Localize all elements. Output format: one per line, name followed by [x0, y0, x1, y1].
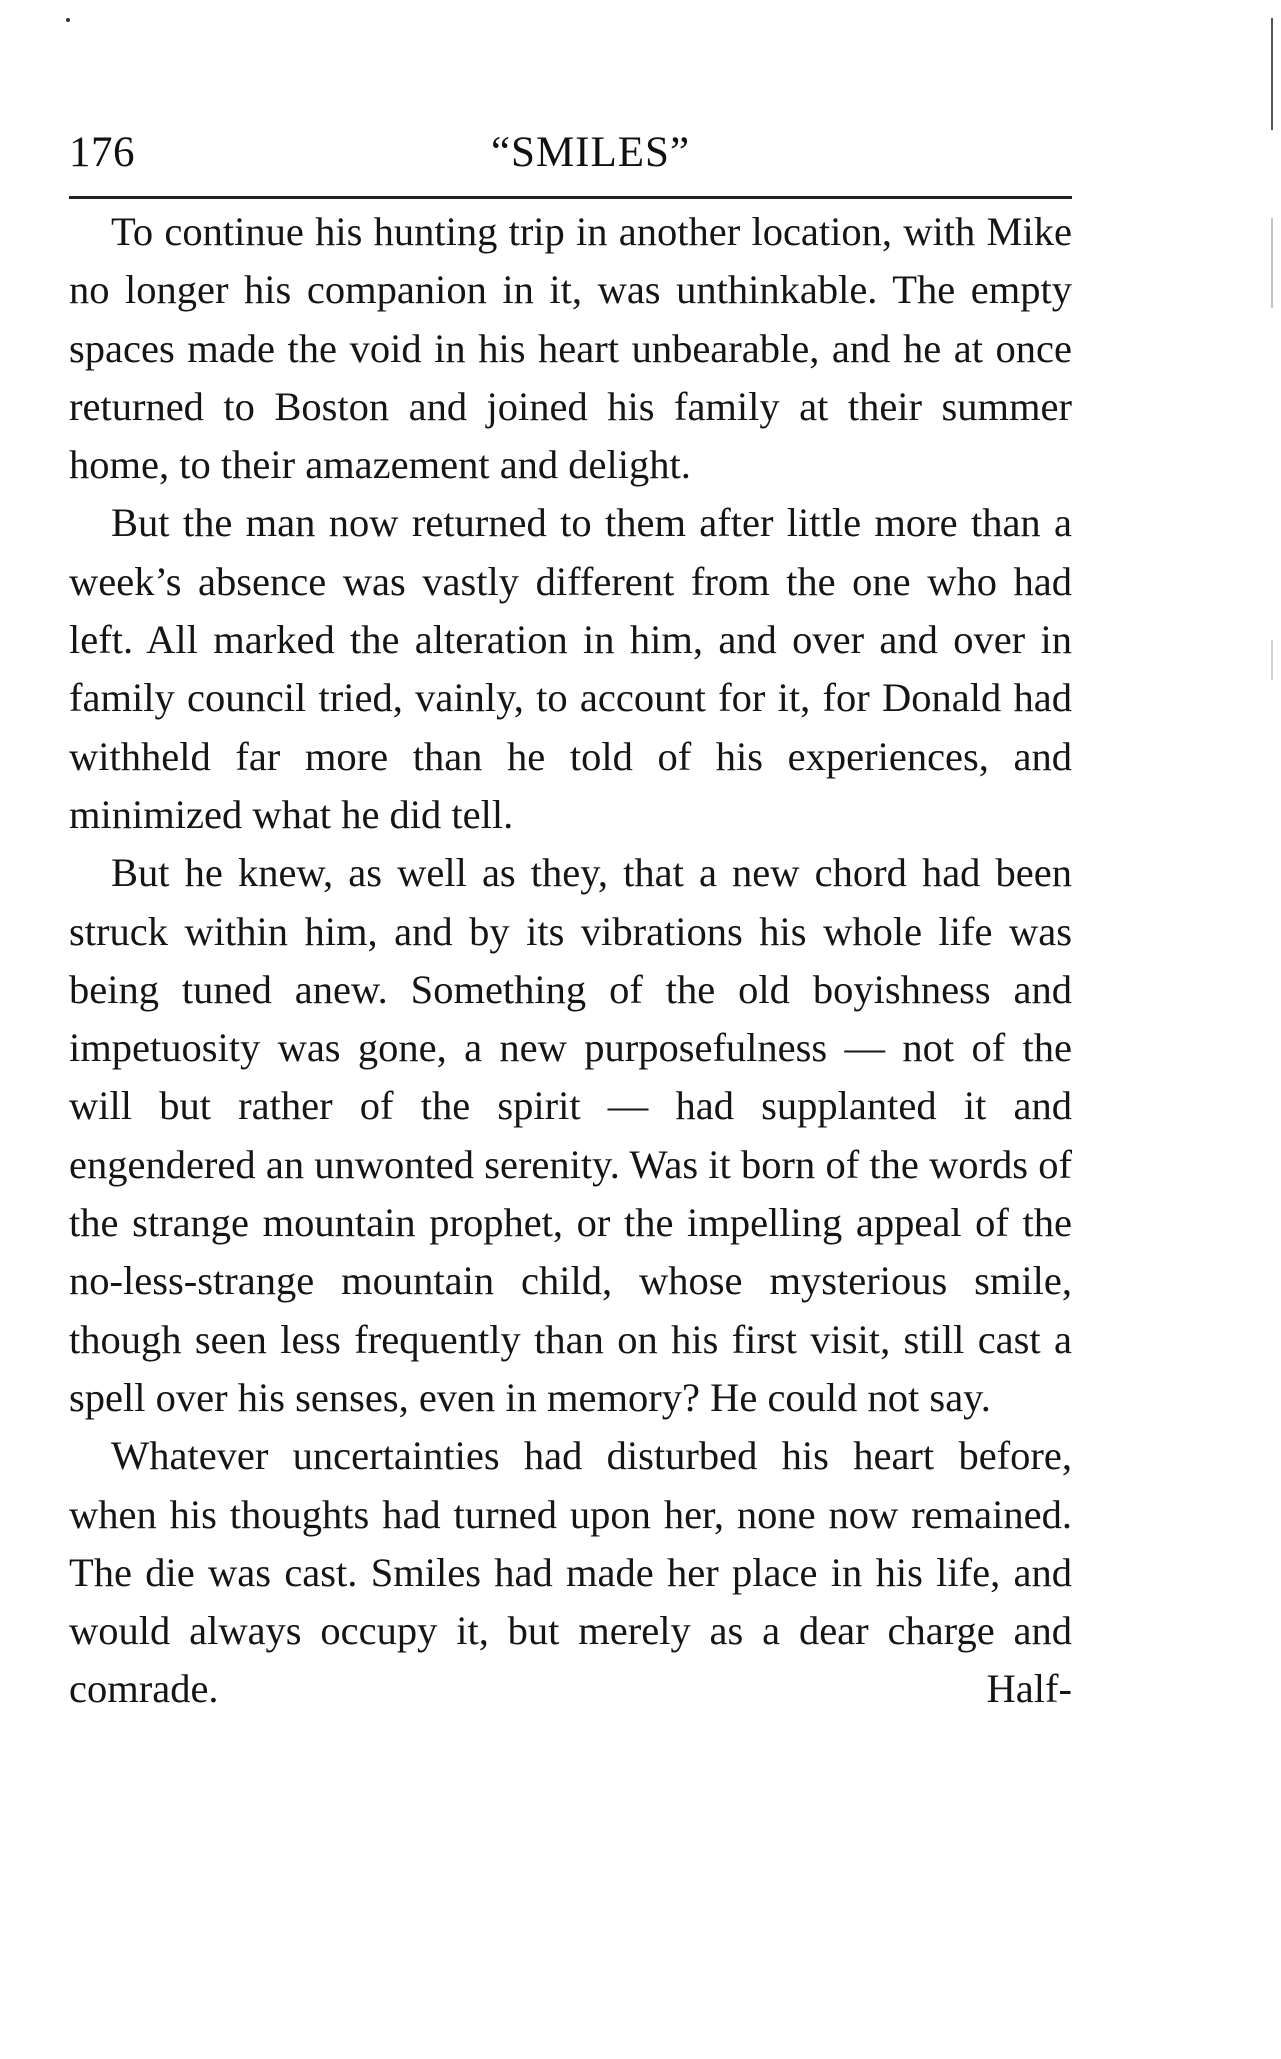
ink-speck [66, 18, 70, 22]
paragraph: Whatever uncertainties had disturbed his heart before, when his thoughts had turned upon her, none now remained. The die was cast. Smiles had made her place in his life, and would always occupy it, but merely as a dear charge and comrade. Half- [69, 1433, 1072, 1712]
header-rule [69, 196, 1072, 199]
page-edge-mark [1271, 218, 1273, 308]
page-header [69, 128, 1072, 186]
paragraph: But the man now returned to them after little more than a week’s absence was vastly different from the one who had left. All marked the alteration in him, and over and over in family council tried, vainly, to account for it, for Donald had withheld far more than he told of his experiences, and minimized what he did tell. [69, 500, 1072, 837]
body-text [69, 203, 1072, 1719]
page-number: 176 [69, 129, 135, 176]
page-edge-mark [1271, 640, 1273, 680]
running-title: “SMILES” [490, 129, 691, 176]
paragraph: To continue his hunting trip in another location, with Mike no longer his companion in it, was unthinkable. The empty spaces made the void in his heart unbearable, and he at once returned to Boston and joined his family at their summer home, to their amazement and delight. [69, 209, 1072, 488]
page-edge-mark [1271, 18, 1273, 130]
paragraph: But he knew, as well as they, that a new chord had been struck within him, and by its vibrations his whole life was being tuned anew. Something of the old boyishness and impetuosity was gone, a new purposefulness — not of the will but rather of the spirit — had supplanted it and engendered an unwonted serenity. Was it born of the words of the strange mountain prophet, or the impelling appeal of the no-less-strange mountain child, whose mysterious smile, though seen less frequently than on his first visit, still cast a spell over his senses, even in memory? He could not say. [69, 850, 1072, 1420]
